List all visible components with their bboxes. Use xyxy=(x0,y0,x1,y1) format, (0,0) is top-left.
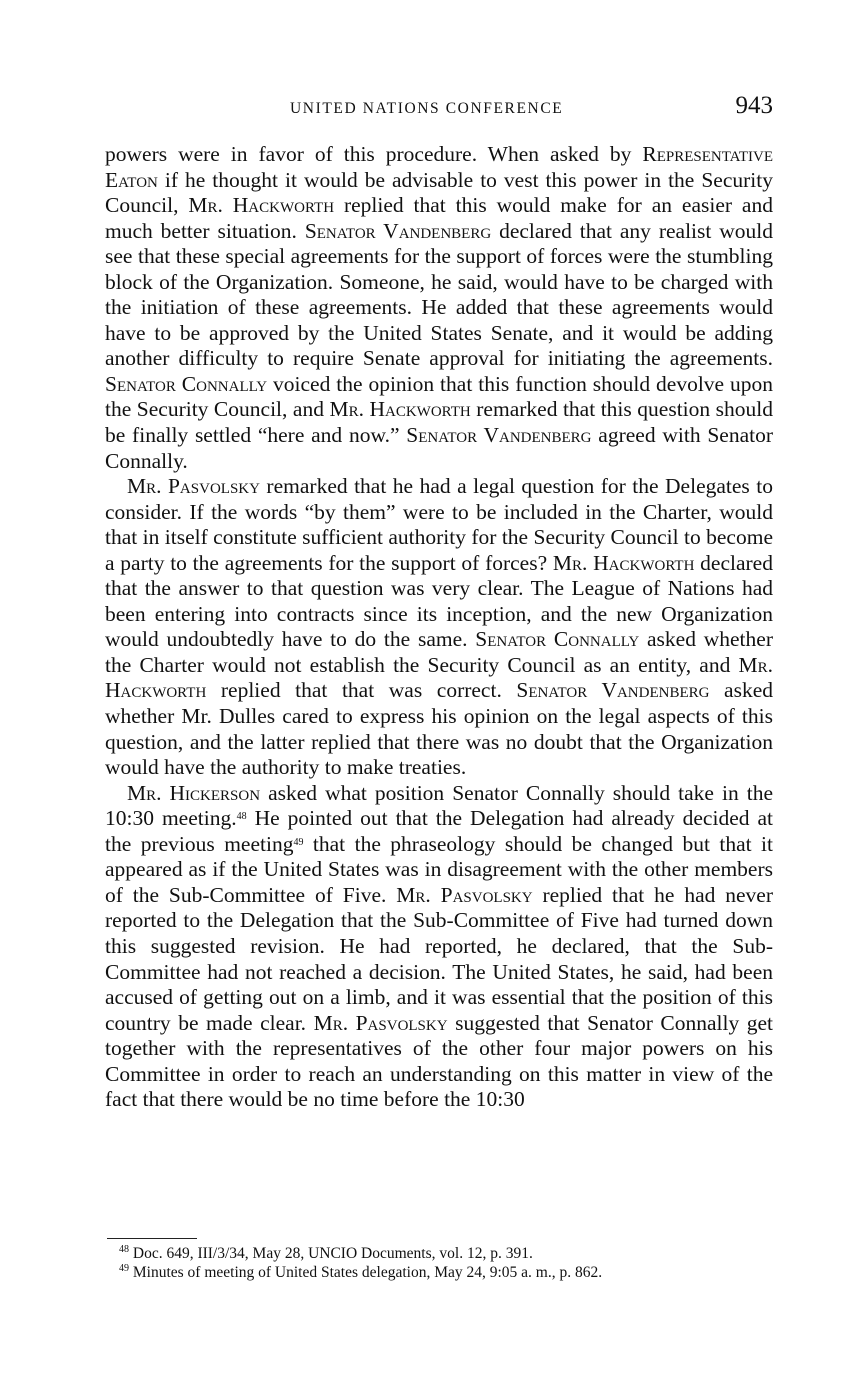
page-header xyxy=(105,92,773,126)
footnote-divider xyxy=(107,1238,197,1239)
footnote-ref-48[interactable]: 48 xyxy=(236,811,247,823)
text-run: agreed with Senator Connally. xyxy=(105,423,774,473)
text-run: that the phraseology should be changed but that it appeared as if the United States was in disagreement with the other members of the Sub-Committee of Five. xyxy=(105,831,773,907)
text-run: voiced the opinion that this function should devolve upon the Security Council, and xyxy=(105,371,774,422)
paragraph-3 xyxy=(105,781,773,1113)
footnote-text: Minutes of meeting of United States delegation, May 24, 9:05 a. m., p. 862. xyxy=(132,1263,603,1281)
footnote-mark: 48 xyxy=(119,1244,129,1255)
text-run: suggested that Senator Connally get together with the representatives of the other four major powers on his Committee in order to reach an understanding on this matter in view of the fact that there would be no time before the 10:30 xyxy=(105,1010,773,1112)
speaker-name: Mr. Hickerson xyxy=(127,780,261,805)
speaker-name: Senator Vandenberg xyxy=(516,678,710,703)
text-run: asked whether Mr. Dulles cared to express his opinion on the legal aspects of this question, and the latter replied that there was no doubt that the Organization would have the authority to make treaties. xyxy=(105,678,773,780)
footnote-49 xyxy=(107,1264,773,1283)
speaker-name: Mr. Hackworth xyxy=(329,397,471,422)
speaker-name: Mr. Hackworth xyxy=(188,193,335,218)
text-run: asked what position Senator Connally should take in the 10:30 meeting. xyxy=(105,780,773,831)
text-run: asked whether the Charter would not establish the Security Council as an entity, and xyxy=(105,627,773,677)
text-run: replied that that was correct. xyxy=(206,678,517,703)
text-run: declared that the answer to that question was very clear. The League of Nations had been entering into contracts since its inception, and the new Organization would undoubtedly have to do the same. xyxy=(105,550,773,652)
footnote-48 xyxy=(107,1245,773,1264)
speaker-name: Mr. Hackworth xyxy=(105,652,773,703)
speaker-name: Senator Vandenberg xyxy=(406,423,592,448)
speaker-name: Mr. Pasvolsky xyxy=(313,1010,448,1035)
speaker-name: Senator Connally xyxy=(105,371,268,396)
paragraph-2 xyxy=(105,474,773,781)
paragraph-1 xyxy=(105,142,773,474)
text-run: declared that any realist would see that these special agreements for the support of forces were the stumbling block of the Organization. Someone, he said, would have to be charged with the initiation of these agreements. He added that these agreements would have to be approved by the United States Senate, and it would be adding another difficulty to require Senate approval for initiating the agreements. xyxy=(105,218,773,371)
footnote-text: Doc. 649, III/3/34, May 28, UNCIO Documents, vol. 12, p. 391. xyxy=(132,1245,533,1262)
text-run: remarked that he had a legal question for the Delegates to consider. If the words “by them” were to be included in the Charter, would that in itself constitute sufficient authority for the Security Council to become a party to the agreements for the support of forces? xyxy=(105,474,773,575)
text-run: powers were in favor of this procedure. When asked by xyxy=(105,142,643,166)
running-head: UNITED NATIONS CONFERENCE xyxy=(290,100,564,117)
text-run: replied that this would make for an easier and much better situation. xyxy=(105,193,773,243)
speaker-name: Mr. Pasvolsky xyxy=(127,474,260,499)
text-run: if he thought it would be advisable to vest this power in the Security Council, xyxy=(105,167,773,218)
text-run: He pointed out that the Delegation had already decided at the previous meeting xyxy=(105,806,773,856)
speaker-name: Mr. Hackworth xyxy=(552,550,695,575)
footnote-mark: 49 xyxy=(119,1262,129,1274)
body-text xyxy=(105,142,773,1113)
speaker-name: Senator Connally xyxy=(475,627,640,652)
speaker-name: Senator Vandenberg xyxy=(304,218,492,243)
footnotes xyxy=(107,1245,773,1282)
text-run: replied that he had never reported to the Delegation that the Sub-Committee of Five had turned down this suggested revision. He had reported, he declared, that the Sub-Committee had not reached a decision. The United States, he said, had been accused of getting out on a limb, and it was essential that the position of this country be made clear. xyxy=(105,882,774,1035)
text-run: remarked that this question should be finally settled “here and now.” xyxy=(105,397,773,448)
page-number: 943 xyxy=(735,92,773,119)
speaker-name: Representative Eaton xyxy=(105,142,773,192)
footnote-ref-49[interactable]: 49 xyxy=(293,836,304,848)
speaker-name: Mr. Pasvolsky xyxy=(396,882,533,907)
